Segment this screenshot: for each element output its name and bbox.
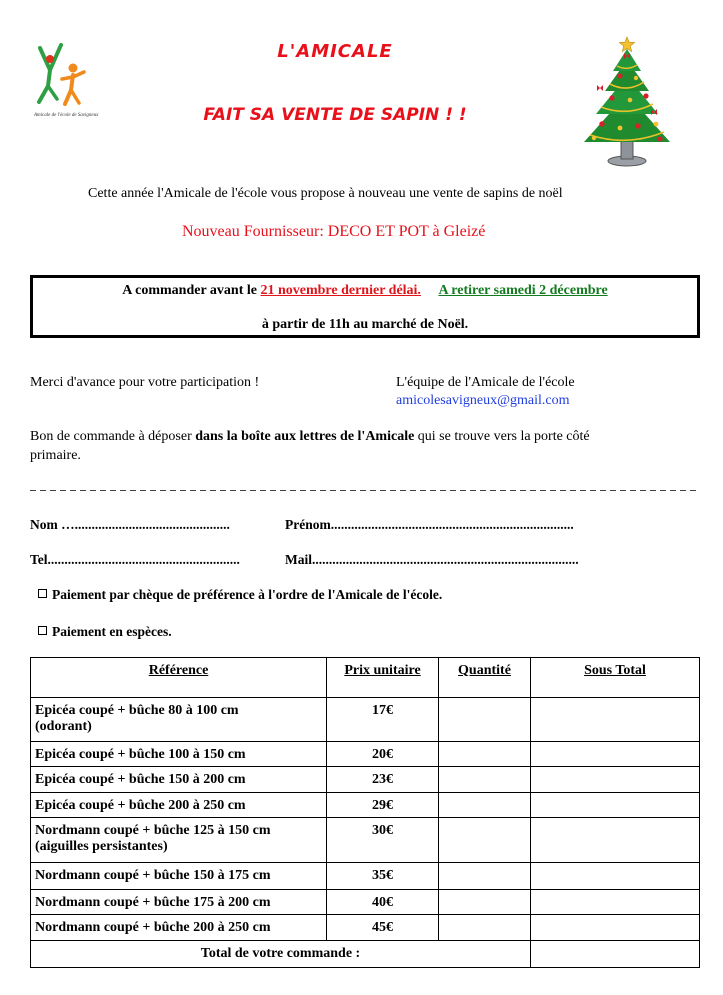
deadline-text: 21 novembre dernier délai. <box>260 283 421 298</box>
table-total-row <box>31 941 700 968</box>
amicale-logo <box>28 42 96 110</box>
reference-note: (aiguilles persistantes) <box>35 839 168 854</box>
total-value-cell <box>531 941 700 968</box>
reference-cell: Epicéa coupé + bûche 150 à 200 cm <box>31 767 327 793</box>
header-reference: Référence <box>31 658 327 698</box>
quantity-cell <box>439 818 531 863</box>
quantity-cell <box>439 793 531 818</box>
table-row <box>31 793 700 818</box>
notice-line-1 <box>33 283 697 299</box>
page-title: L'AMICALE <box>277 41 393 62</box>
checkbox-icon <box>38 589 47 598</box>
reference-cell <box>31 698 327 742</box>
header-unit-price: Prix unitaire <box>327 658 439 698</box>
reference-text: Epicéa coupé + bûche 80 à 100 cm <box>35 703 239 718</box>
order-notice-box <box>30 275 700 338</box>
logo-caption: Amicale de l'école de Savigneux <box>34 113 99 118</box>
page-subtitle: FAIT SA VENTE DE SAPIN ! ! <box>203 105 467 125</box>
table-row <box>31 863 700 890</box>
total-label: Total de votre commande : <box>31 941 531 968</box>
table-header-row <box>31 658 700 698</box>
table-row <box>31 742 700 767</box>
price-cell: 35€ <box>327 863 439 890</box>
nom-field: Nom ….............................................. <box>30 517 230 532</box>
intro-text: Cette année l'Amicale de l'école vous propose à nouveau une vente de sapins de noël <box>88 186 563 201</box>
dashed-cut-line <box>30 490 700 491</box>
subtotal-cell <box>531 793 700 818</box>
reference-cell <box>31 818 327 863</box>
quantity-cell <box>439 767 531 793</box>
payment-option-cheque <box>38 587 442 603</box>
subtotal-cell <box>531 863 700 890</box>
order-prefix: A commander avant le <box>122 283 257 298</box>
signature-email: amicolesavigneux@gmail.com <box>396 393 570 408</box>
order-table <box>30 657 700 968</box>
price-cell: 40€ <box>327 890 439 915</box>
price-cell: 20€ <box>327 742 439 767</box>
price-cell: 29€ <box>327 793 439 818</box>
table-row <box>31 767 700 793</box>
mail-field: Mail............................................................................... <box>285 552 579 567</box>
instructions-suffix: qui se trouve vers la porte côté <box>417 429 590 444</box>
quantity-cell <box>439 863 531 890</box>
quantity-cell <box>439 890 531 915</box>
instructions-prefix: Bon de commande à déposer <box>30 429 192 444</box>
header-quantity: Quantité <box>439 658 531 698</box>
reference-note: (odorant) <box>35 719 92 734</box>
subtotal-cell <box>531 767 700 793</box>
payment-cheque-label: Paiement par chèque de préférence à l'ordre de l'Amicale de l'école. <box>52 587 443 602</box>
reference-cell: Nordmann coupé + bûche 175 à 200 cm <box>31 890 327 915</box>
subtotal-cell <box>531 818 700 863</box>
quantity-cell <box>439 698 531 742</box>
subtotal-cell <box>531 698 700 742</box>
reference-cell: Epicéa coupé + bûche 200 à 250 cm <box>31 793 327 818</box>
signature-team: L'équipe de l'Amicale de l'école <box>396 375 575 390</box>
reference-text: Nordmann coupé + bûche 125 à 150 cm <box>35 823 271 838</box>
price-cell: 23€ <box>327 767 439 793</box>
quantity-cell <box>439 915 531 941</box>
instructions-line-1 <box>30 429 590 445</box>
tel-field: Tel......................................................... <box>30 552 240 567</box>
christmas-tree <box>572 36 682 171</box>
checkbox-icon <box>38 626 47 635</box>
subtotal-cell <box>531 890 700 915</box>
reference-cell: Nordmann coupé + bûche 150 à 175 cm <box>31 863 327 890</box>
instructions-emphasis: dans la boîte aux lettres de l'Amicale <box>195 429 415 444</box>
payment-option-cash <box>38 624 172 640</box>
christmas-tree-icon <box>572 36 682 171</box>
table-row <box>31 698 700 742</box>
price-cell: 45€ <box>327 915 439 941</box>
pickup-text: A retirer samedi 2 décembre <box>438 283 608 298</box>
prenom-field: Prénom........................................................................ <box>285 517 574 532</box>
payment-cash-label: Paiement en espèces. <box>52 624 172 639</box>
price-cell: 30€ <box>327 818 439 863</box>
subtotal-cell <box>531 915 700 941</box>
table-row <box>31 818 700 863</box>
subtotal-cell <box>531 742 700 767</box>
reference-cell: Epicéa coupé + bûche 100 à 150 cm <box>31 742 327 767</box>
instructions-line-2: primaire. <box>30 448 81 463</box>
price-cell: 17€ <box>327 698 439 742</box>
pickup-detail: à partir de 11h au marché de Noël. <box>261 317 469 332</box>
reference-cell: Nordmann coupé + bûche 200 à 250 cm <box>31 915 327 941</box>
table-row <box>31 890 700 915</box>
quantity-cell <box>439 742 531 767</box>
header-subtotal: Sous Total <box>531 658 700 698</box>
amicale-logo-icon <box>28 42 96 110</box>
thanks-text: Merci d'avance pour votre participation ! <box>30 375 260 390</box>
table-row <box>31 915 700 941</box>
supplier-text: Nouveau Fournisseur: DECO ET POT à Gleizé <box>182 223 486 240</box>
